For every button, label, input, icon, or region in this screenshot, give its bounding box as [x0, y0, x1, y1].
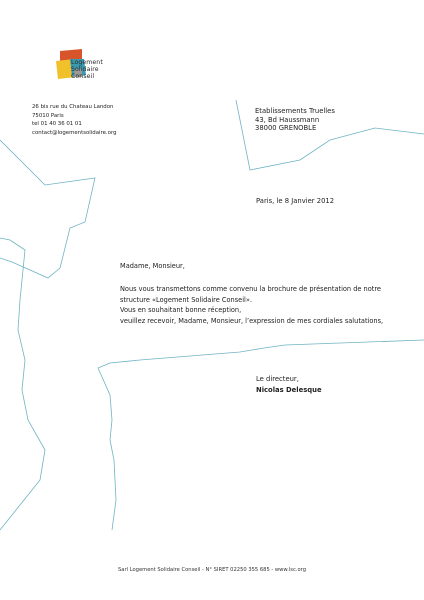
decorative-line-left-bottom	[0, 238, 45, 530]
sender-phone: tel 01 40 36 01 01	[32, 121, 82, 127]
body-line-3: Vous en souhaitant bonne réception,	[120, 306, 242, 314]
sender-email: contact@logementsolidaire.org	[32, 129, 117, 136]
body-line-2: structure «Logement Solidaire Conseil».	[120, 295, 252, 304]
body-line-1: Nous vous transmettons comme convenu la brochure de présentation de notre	[120, 285, 381, 293]
decorative-line-left	[0, 140, 95, 278]
decorative-line-right-middle	[98, 340, 424, 368]
decorative-line-right-lower	[98, 368, 116, 530]
recipient-name: Etablissements Truelles	[255, 107, 335, 115]
recipient-address	[255, 107, 335, 133]
body-line-4: veuillez recevoir, Madame, Monsieur, l’expression de mes cordiales salutations,	[120, 316, 384, 325]
sender-address	[32, 103, 117, 137]
signature-name: Nicolas Delesque	[256, 385, 322, 394]
footer: Sarl Logement Solidaire Conseil - N° SIRET 02250 355 685 - www.lsc.org	[118, 567, 306, 573]
sender-address-line-1: 26 bis rue du Chateau Landon	[32, 104, 114, 110]
logo-line-2: Solidaire	[71, 65, 99, 73]
logo-text	[71, 60, 103, 80]
recipient-city: 38000 GRENOBLE	[255, 124, 317, 133]
signature-block	[256, 374, 322, 395]
letter-date: Paris, le 8 Janvier 2012	[256, 197, 335, 205]
salutation: Madame, Monsieur,	[120, 262, 185, 270]
letter-body	[120, 284, 383, 326]
logo-line-1: Logement	[71, 59, 103, 66]
sender-address-line-2: 75010 Paris	[32, 112, 64, 119]
recipient-street: 43, Bd Haussmann	[255, 115, 320, 124]
signature-title: Le directeur,	[256, 375, 299, 383]
logo-line-3: Conseil	[71, 72, 95, 80]
